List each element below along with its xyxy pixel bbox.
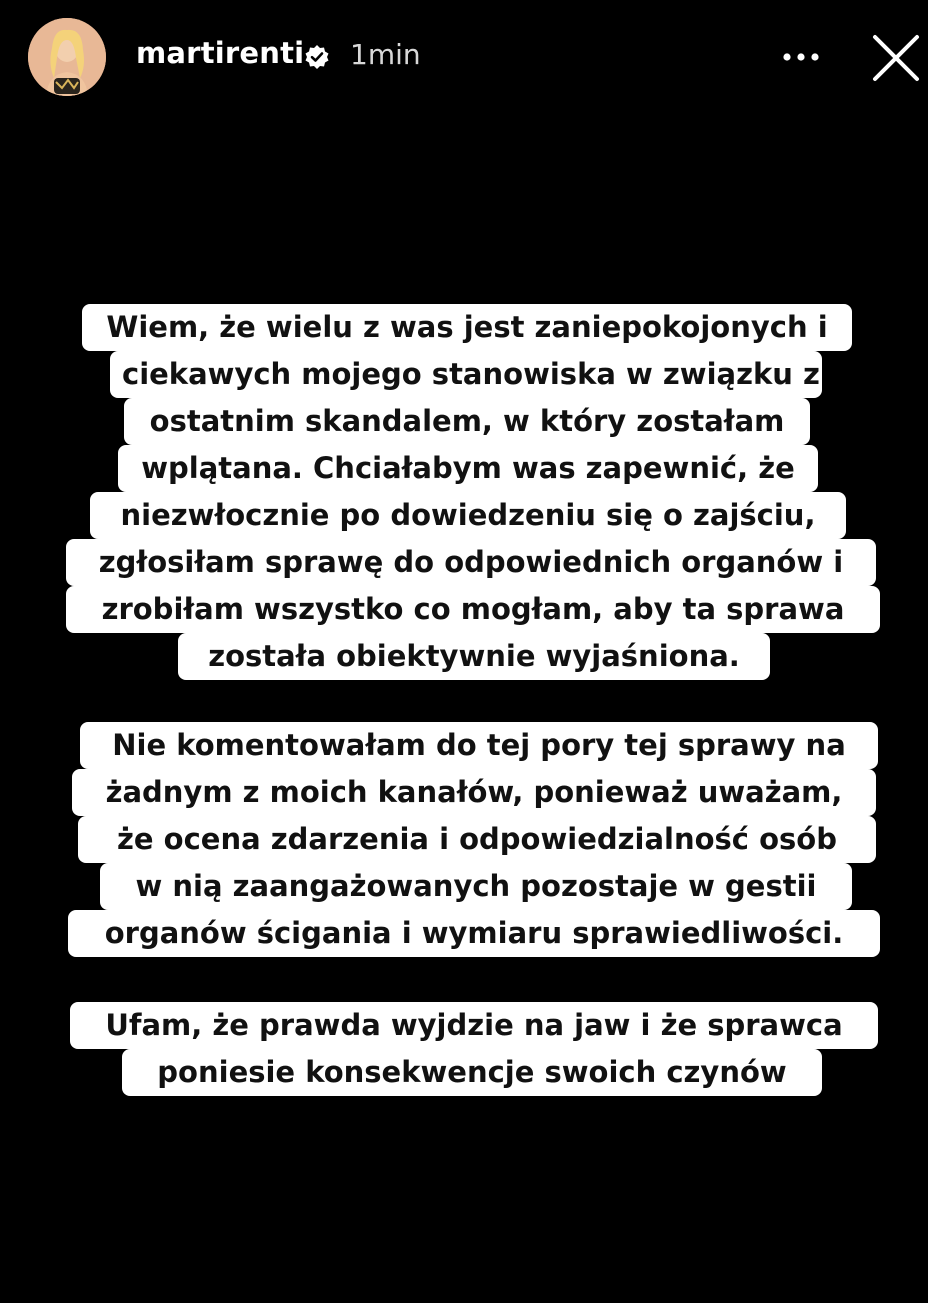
avatar[interactable]	[28, 18, 106, 96]
story-header	[0, 0, 928, 115]
verified-badge-icon	[304, 44, 330, 70]
story-text-line: Wiem, że wielu z was jest zaniepokojonych i	[82, 304, 852, 351]
post-time: 1min	[350, 38, 421, 71]
story-text-line: ostatnim skandalem, w który zostałam	[124, 398, 810, 445]
more-dots-icon[interactable]	[778, 42, 824, 72]
story-text-line: zrobiłam wszystko co mogłam, aby ta sprawa	[66, 586, 880, 633]
story-text-line: została obiektywnie wyjaśniona.	[178, 633, 770, 680]
close-icon[interactable]	[870, 32, 922, 84]
story-text-line: niezwłocznie po dowiedzeniu się o zajściu,	[90, 492, 846, 539]
avatar-photo-icon	[28, 18, 106, 96]
story-text-line: w nią zaangażowanych pozostaje w gestii	[100, 863, 852, 910]
story-text-line: zgłosiłam sprawę do odpowiednich organów i	[66, 539, 876, 586]
story-text-line: ciekawych mojego stanowiska w związku z	[110, 351, 822, 398]
story-text-line: żadnym z moich kanałów, ponieważ uważam,	[72, 769, 876, 816]
story-text-line: że ocena zdarzenia i odpowiedzialność osób	[78, 816, 876, 863]
story-text-line: Nie komentowałam do tej pory tej sprawy na	[80, 722, 878, 769]
username[interactable]: martirenti	[136, 36, 305, 70]
story-text-line: wplątana. Chciałabym was zapewnić, że	[118, 445, 818, 492]
story-text-line: poniesie konsekwencje swoich czynów	[122, 1049, 822, 1096]
story-text-line: Ufam, że prawda wyjdzie na jaw i że sprawca	[70, 1002, 878, 1049]
story-text-line: organów ścigania i wymiaru sprawiedliwości.	[68, 910, 880, 957]
